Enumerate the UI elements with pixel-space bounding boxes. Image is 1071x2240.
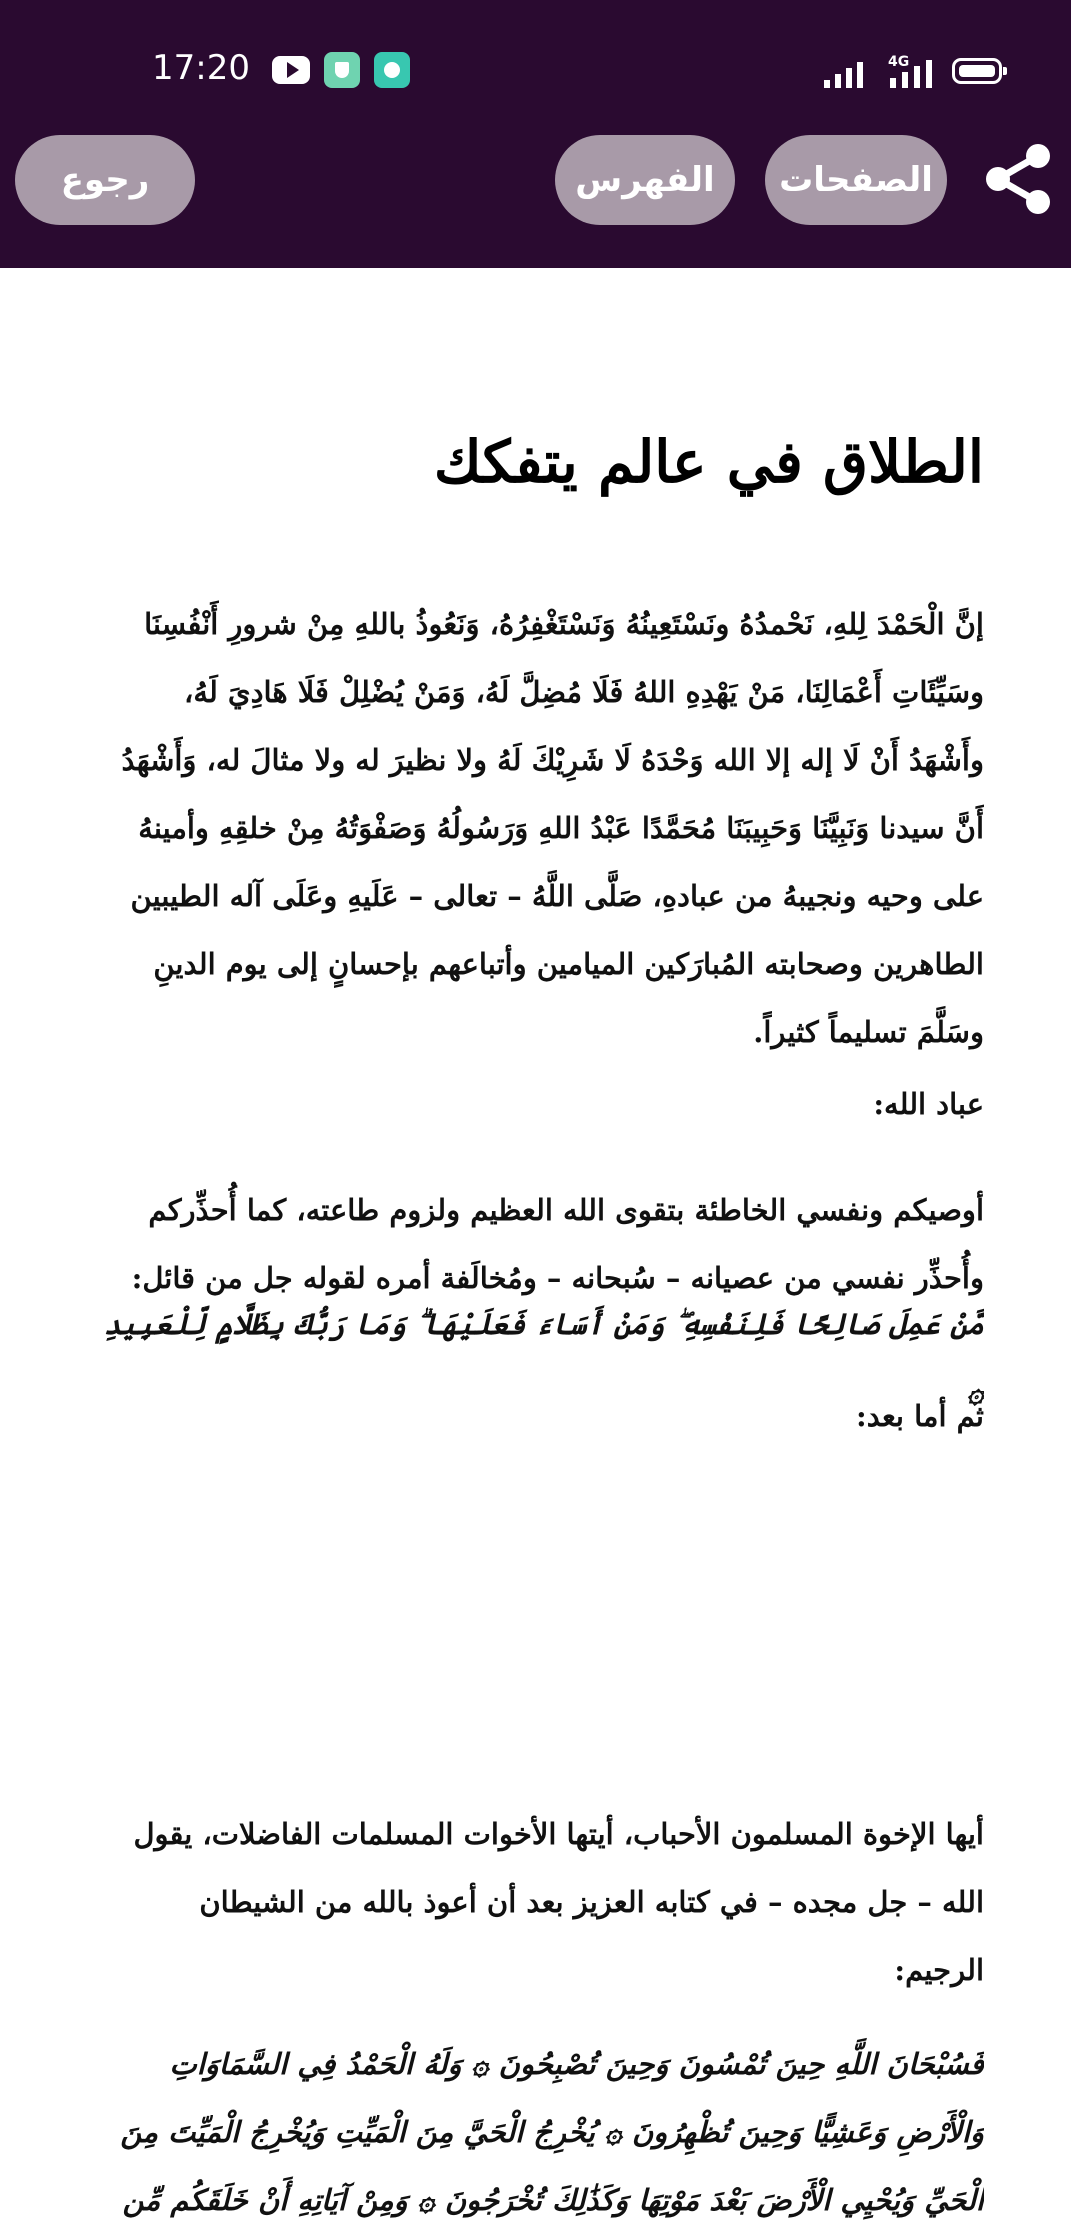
network-type-label: 4G	[888, 54, 910, 70]
index-button[interactable]: الفهرس	[555, 135, 735, 225]
article-label: ثم أما بعد:	[856, 1399, 984, 1433]
pages-button[interactable]: الصفحات	[765, 135, 947, 225]
article-paragraph: إنَّ الْحَمْدَ لِلهِ، نَحْمدُهُ ونَسْتَعِينُهُ وَنَسْتَغْفِرُهُ، وَنَعُوذُ باللهِ مِنْ شرورِ أَنْفُسِنَا وسَيِّئَاتِ أَعْمَالِنَا، مَنْ يَهْدِهِ اللهُ فَلَا مُضِلَّ لَهُ، وَمَنْ يُضْلِلْ فَلَا هَادِيَ لَهُ، وأَشْهَدُ أَنْ لَا إله إلا الله وَحْدَهُ لَا شَرِيْكَ لَهُ ولا نظيرَ له ولا مثالَ له، وَأَشْهَدُ أَنَّ سيدنا وَنَبِيَّنَا وَحَبِيبَنَا مُحَمَّدًا عَبْدُ اللهِ وَرَسُولُهُ وَصَفْوَتُهُ مِنْ خلقِهِ وأمينهُ على وحيه ونجيبهُ من عبادهِ، صَلَّى اللَّهُ – تعالى – عَلَيهِ وعَلَى آله الطيبين الطاهرين وصحابته المُبارَكين الميامين وأتباعهم بإحسانٍ إلى يوم الدينِ وسَلَّمَ تسليماً كثيراً.	[121, 607, 984, 1049]
signal-icon	[824, 58, 864, 88]
battery-icon	[952, 58, 1002, 84]
signal-icon	[880, 58, 934, 88]
article-content	[100, 268, 984, 2240]
status-bar	[0, 0, 1071, 140]
quran-verse: فَسُبْحَانَ اللَّهِ حِينَ تُمْسُونَ وَحِينَ تُصْبِحُونَ ۞ وَلَهُ الْحَمْدُ فِي السَّمَاوَاتِ وَالْأَرْضِ وَعَشِيًّا وَحِينَ تُظْهِرُونَ ۞ يُخْرِجُ الْحَيَّ مِنَ الْمَيِّتِ وَيُخْرِجُ الْمَيِّتَ مِنَ الْحَيِّ وَيُحْيِي الْأَرْضَ بَعْدَ مَوْتِهَا وَكَذَٰلِكَ تُخْرَجُونَ ۞ وَمِنْ آيَاتِهِ أَنْ خَلَقَكُم مِّن	[120, 2047, 984, 2217]
shield-app-icon	[324, 52, 360, 88]
article-paragraph: أيها الإخوة المسلمون الأحباب، أيتها الأخوات المسلمات الفاضلات، يقول الله – جل مجده – في كتابه العزيز بعد أن أعوذ بالله من الشيطان الرجيم:	[133, 1817, 984, 1987]
back-button[interactable]: رجوع	[15, 135, 195, 225]
chat-app-icon	[374, 52, 410, 88]
article-label: عباد الله:	[873, 1087, 984, 1121]
quran-verse: مَّنْ عَمِلَ صَالِحًا فَلِنَفْسِهِ ۖ وَمَنْ أَسَاءَ فَعَلَيْهَا ۗ وَمَا رَبُّكَ بِظَلَّامٍ لِّلْعَبِيدِ ۞	[103, 1307, 984, 1409]
youtube-icon	[272, 56, 310, 84]
status-time: 17:20	[152, 48, 250, 88]
article-title: الطلاق في عالم يتفكك	[433, 428, 984, 496]
article-paragraph: أوصيكم ونفسي الخاطئة بتقوى الله العظيم ولزوم طاعته، كما أُحذِّركم وأُحذِّر نفسي من عصيانه – سُبحانه – ومُخالَفة أمره لقوله جل من قائل:	[131, 1193, 984, 1295]
share-icon[interactable]	[978, 138, 1060, 220]
